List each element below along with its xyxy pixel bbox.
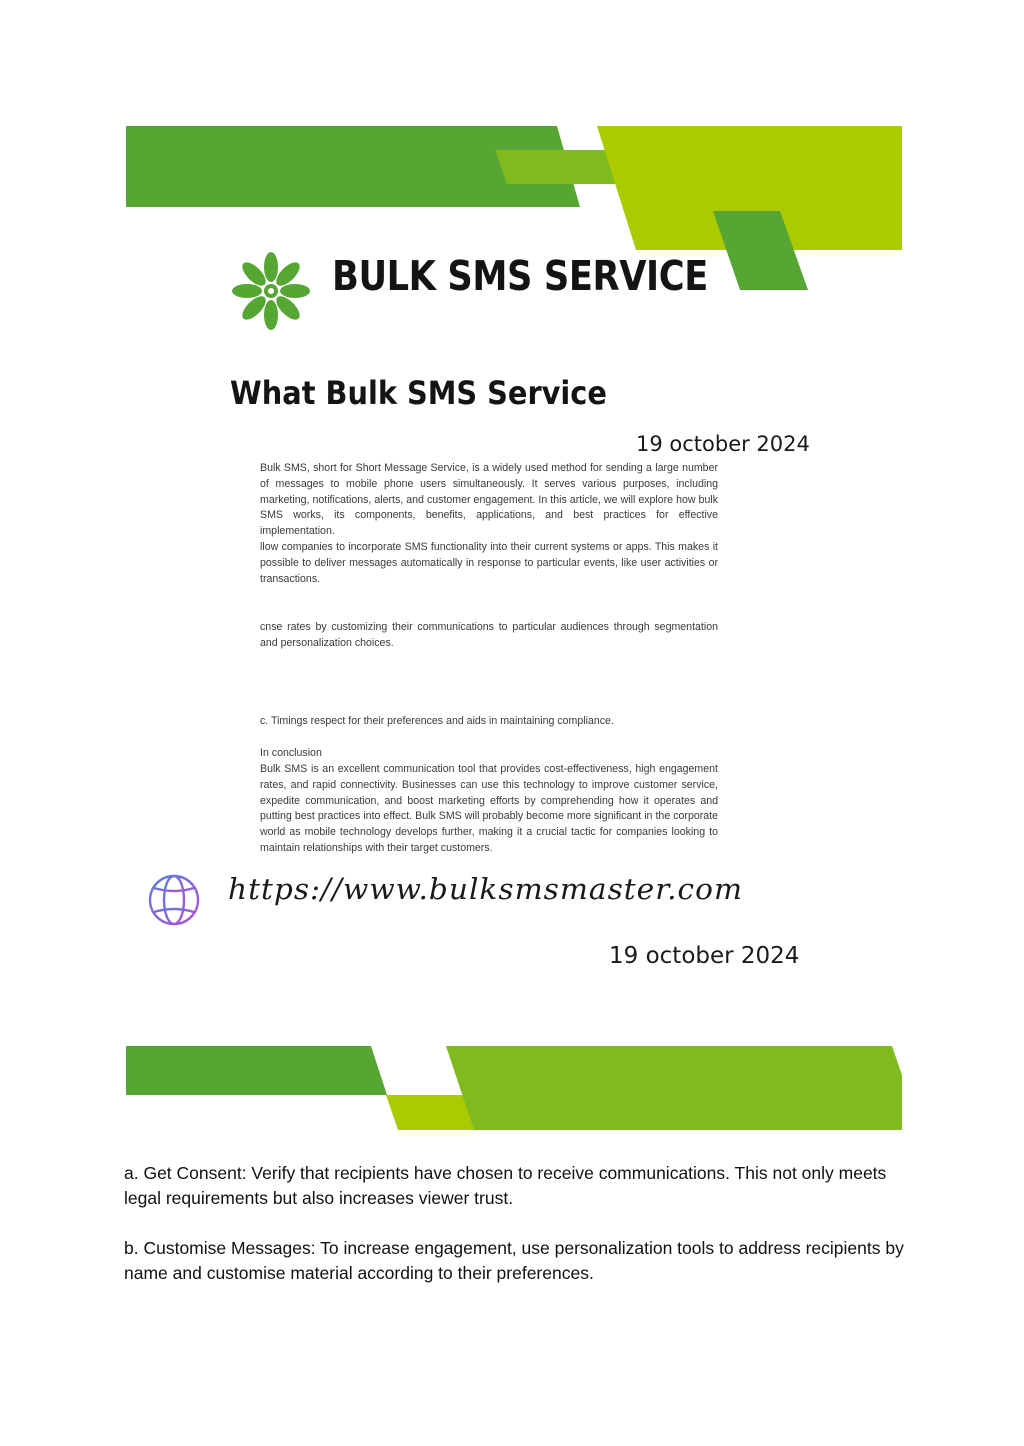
personalization-paragraph: cnse rates by customizing their communications to particular audiences through segmentation and personalization choices. (260, 621, 718, 649)
globe-icon (146, 872, 202, 928)
flower-icon (228, 248, 314, 334)
conclusion-paragraph: Bulk SMS is an excellent communication tool that provides cost-effectiveness, high engagement rates, and rapid connectivity. Businesses can use this technology to improve customer service, expedite communication, and boost marketing efforts by comprehending how it operates and putting best practices into effect. Bulk SMS will probably become more significant in the corporate world as mobile technology develops further, making it a crucial tactic for companies looking to maintain relationships with their target customers. (260, 763, 718, 854)
website-url: https://www.bulksmsmaster.com (228, 872, 744, 906)
brand-title: BULK SMS SERVICE (332, 252, 708, 300)
timings-paragraph: c. Timings respect for their preferences and aids in maintaining compliance. (260, 715, 614, 727)
date-top: 19 october 2024 (636, 432, 810, 456)
intro-paragraph: Bulk SMS, short for Short Message Service, is a widely used method for sending a large number of messages to mobile phone users simultaneously. It serves various purposes, including marketing, notifications, alerts, and customer engagement. In this article, we will explore how bulk SMS works, its components, benefits, applications, and best practices for effective implementation. (260, 462, 718, 538)
bottom-banner-graphic (0, 1040, 1024, 1140)
point-b-text: b. Customise Messages: To increase engagement, use personalization tools to address recipients by name and customise material according to their preferences. (124, 1238, 904, 1283)
conclusion-heading: In conclusion (260, 747, 322, 759)
integration-paragraph: llow companies to incorporate SMS functionality into their current systems or apps. This makes it possible to deliver messages automatically in response to particular events, like user activities or transactions. (260, 541, 718, 585)
point-a-text: a. Get Consent: Verify that recipients have chosen to receive communications. This not only meets legal requirements but also increases viewer trust. (124, 1163, 887, 1208)
page-heading: What Bulk SMS Service (230, 374, 607, 412)
date-bottom: 19 october 2024 (609, 943, 800, 969)
